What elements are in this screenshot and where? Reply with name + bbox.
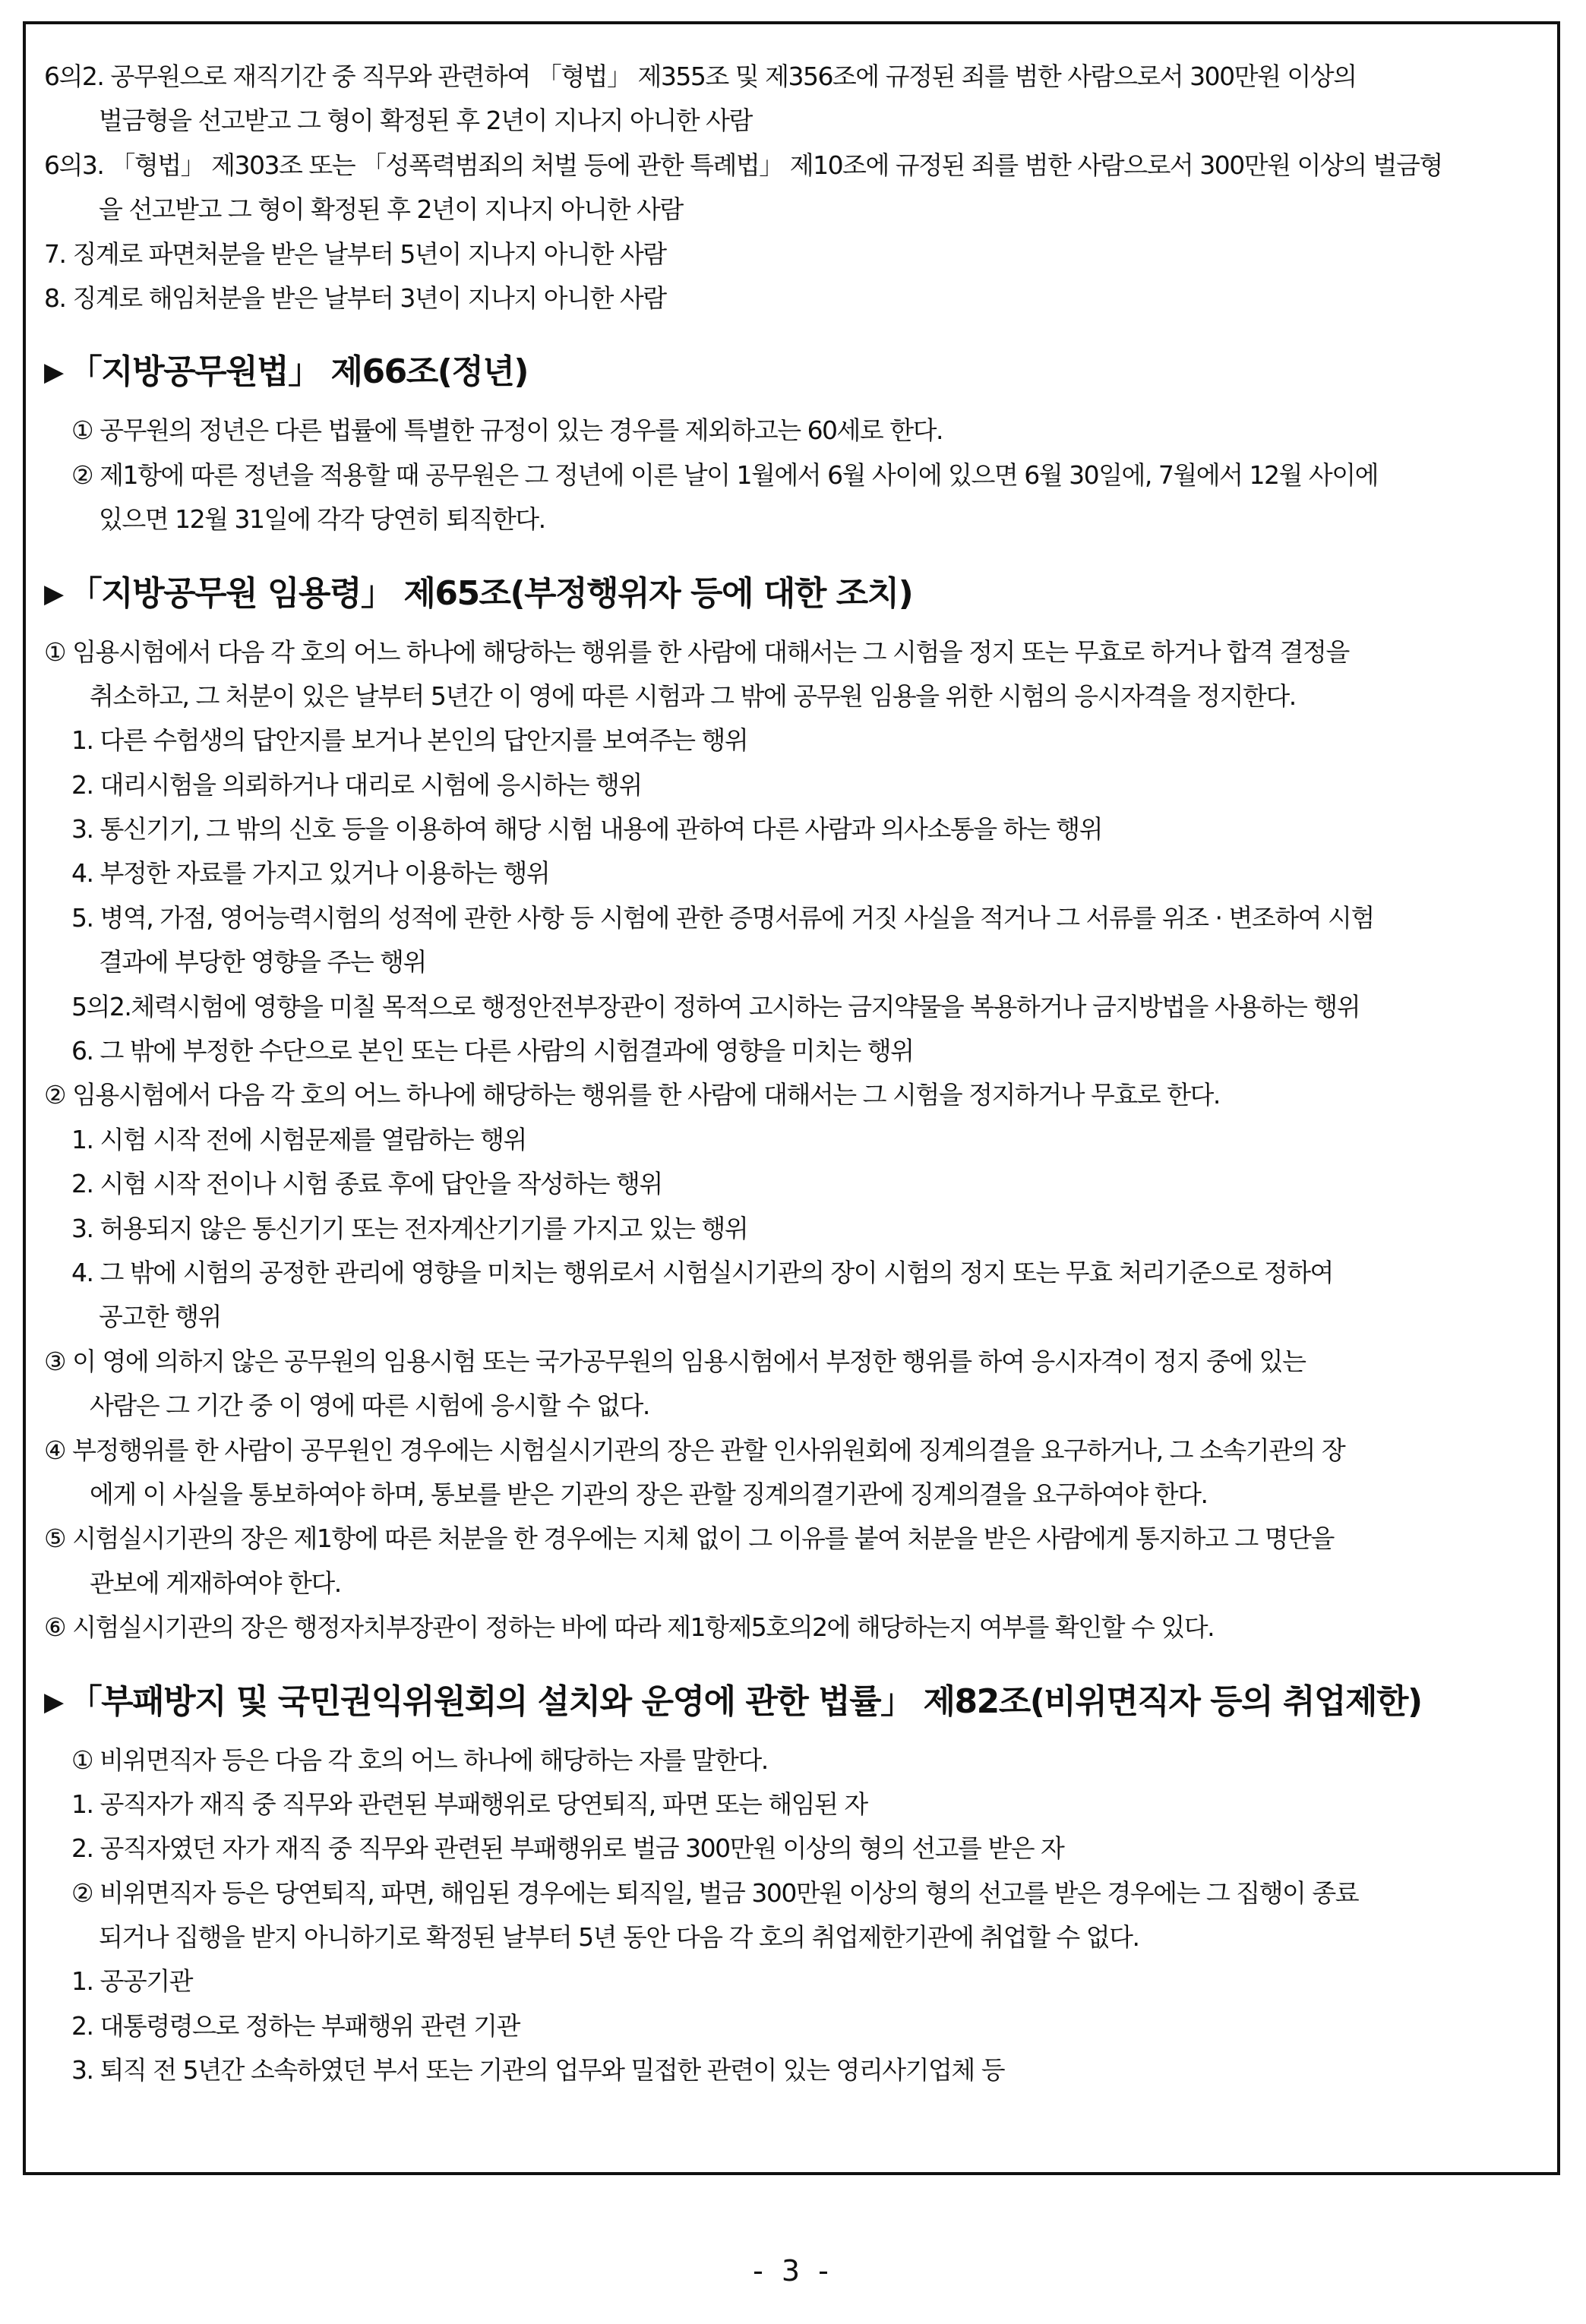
list-item: 4. 그 밖에 시험의 공정한 관리에 영향을 미치는 행위로서 시험실시기관의 장이 시험의 정지 또는 무효 처리기준으로 정하여 xyxy=(71,1257,1333,1287)
triangle-bullet-icon: ▶ xyxy=(44,578,63,609)
document-body xyxy=(44,55,1548,2093)
clause-8: 8. 징계로 해임처분을 받은 날부터 3년이 지나지 아니한 사람 xyxy=(44,283,666,313)
paragraph-1-cont: 취소하고, 그 처분이 있은 날부터 5년간 이 영에 따른 시험과 그 밖에 공무원 임용을 위한 시험의 응시자격을 정지한다. xyxy=(90,680,1296,711)
list-item: 1. 시험 시작 전에 시험문제를 열람하는 행위 xyxy=(71,1124,526,1154)
paragraph-5-cont: 관보에 게재하여야 한다. xyxy=(90,1568,341,1598)
list-item: 6. 그 밖에 부정한 수단으로 본인 또는 다른 사람의 시험결과에 영향을 미치는 행위 xyxy=(71,1036,914,1066)
paragraph-2-cont: 되거나 집행을 받지 아니하기로 확정된 날부터 5년 동안 다음 각 호의 취업제한기관에 취업할 수 없다. xyxy=(99,1922,1139,1953)
section-continued-list xyxy=(44,55,1548,320)
section-retirement-age xyxy=(44,336,1548,542)
paragraph-2-cont: 있으면 12월 31일에 각각 당연히 퇴직한다. xyxy=(99,504,545,535)
paragraph-4: ④ 부정행위를 한 사람이 공무원인 경우에는 시험실시기관의 장은 관할 인사위원회에 징계의결을 요구하거나, 그 소속기관의 장 xyxy=(44,1435,1345,1465)
section-title: 「지방공무원 임용령」 제65조(부정행위자 등에 대한 조치) xyxy=(68,573,913,613)
list-item: 2. 대리시험을 의뢰하거나 대리로 시험에 응시하는 행위 xyxy=(71,769,642,800)
triangle-bullet-icon: ▶ xyxy=(44,357,63,388)
list-item: 4. 부정한 자료를 가지고 있거나 이용하는 행위 xyxy=(71,858,550,889)
list-item: 1. 다른 수험생의 답안지를 보거나 본인의 답안지를 보여주는 행위 xyxy=(71,725,748,756)
list-item: 3. 허용되지 않은 통신기기 또는 전자계산기기를 가지고 있는 행위 xyxy=(71,1213,748,1243)
paragraph-2: ② 비위면직자 등은 당연퇴직, 파면, 해임된 경우에는 퇴직일, 벌금 300만원 이상의 형의 선고를 받은 경우에는 그 집행이 종료 xyxy=(71,1877,1359,1908)
section-misconduct-measures xyxy=(44,557,1548,1650)
list-item: 2. 대통령령으로 정하는 부패행위 관련 기관 xyxy=(71,2010,520,2041)
section-employment-restriction xyxy=(44,1666,1548,2093)
paragraph-1: ① 공무원의 정년은 다른 법률에 특별한 규정이 있는 경우를 제외하고는 60세로 한다. xyxy=(71,415,943,446)
paragraph-3-cont: 사람은 그 기간 중 이 영에 따른 시험에 응시할 수 없다. xyxy=(90,1391,649,1421)
list-item: 1. 공직자가 재직 중 직무와 관련된 부패행위로 당연퇴직, 파면 또는 해임된 자 xyxy=(71,1789,867,1819)
list-item: 3. 통신기기, 그 밖의 신호 등을 이용하여 해당 시험 내용에 관하여 다른 사람과 의사소통을 하는 행위 xyxy=(71,814,1103,845)
list-item-cont: 결과에 부당한 영향을 주는 행위 xyxy=(99,947,426,977)
paragraph-4-cont: 에게 이 사실을 통보하여야 하며, 통보를 받은 기관의 장은 관할 징계의결기관에 징계의결을 요구하여야 한다. xyxy=(90,1479,1208,1509)
list-item-cont: 공고한 행위 xyxy=(99,1302,221,1332)
section-heading xyxy=(44,557,1548,630)
paragraph-3: ③ 이 영에 의하지 않은 공무원의 임용시험 또는 국가공무원의 임용시험에서 부정한 행위를 하여 응시자격이 정지 중에 있는 xyxy=(44,1346,1306,1376)
list-item: 5. 병역, 가점, 영어능력시험의 성적에 관한 사항 등 시험에 관한 증명서류에 거짓 사실을 적거나 그 서류를 위조 · 변조하여 시험 xyxy=(71,902,1374,933)
paragraph-1: ① 비위면직자 등은 다음 각 호의 어느 하나에 해당하는 자를 말한다. xyxy=(71,1745,768,1775)
clause-6-3-cont: 을 선고받고 그 형이 확정된 후 2년이 지나지 아니한 사람 xyxy=(99,194,683,225)
section-heading xyxy=(44,336,1548,409)
paragraph-2: ② 제1항에 따른 정년을 적용할 때 공무원은 그 정년에 이른 날이 1월에서 6월 사이에 있으면 6월 30일에, 7월에서 12월 사이에 xyxy=(71,459,1378,490)
list-item: 1. 공공기관 xyxy=(71,1966,192,1997)
section-heading xyxy=(44,1666,1548,1738)
clause-6-2: 6의2. 공무원으로 재직기간 중 직무와 관련하여 「형법」 제355조 및 제356조에 규정된 죄를 범한 사람으로서 300만원 이상의 xyxy=(44,62,1357,91)
triangle-bullet-icon: ▶ xyxy=(44,1686,63,1717)
page-number: - 3 - xyxy=(753,2254,833,2288)
paragraph-5: ⑤ 시험실시기관의 장은 제1항에 따른 처분을 한 경우에는 지체 없이 그 이유를 붙여 처분을 받은 사람에게 통지하고 그 명단을 xyxy=(44,1524,1334,1554)
list-item: 2. 시험 시작 전이나 시험 종료 후에 답안을 작성하는 행위 xyxy=(71,1169,662,1199)
paragraph-2: ② 임용시험에서 다음 각 호의 어느 하나에 해당하는 행위를 한 사람에 대해서는 그 시험을 정지하거나 무효로 한다. xyxy=(44,1080,1220,1110)
section-title: 「부패방지 및 국민권익위원회의 설치와 운영에 관한 법률」 제82조(비위면직자 등의 취업제한) xyxy=(68,1681,1422,1721)
list-item: 3. 퇴직 전 5년간 소속하였던 부서 또는 기관의 업무와 밀접한 관련이 있는 영리사기업체 등 xyxy=(71,2055,1005,2086)
list-item: 2. 공직자였던 자가 재직 중 직무와 관련된 부패행위로 벌금 300만원 이상의 형의 선고를 받은 자 xyxy=(71,1833,1064,1864)
section-title: 「지방공무원법」 제66조(정년) xyxy=(68,352,528,392)
list-item: 5의2.체력시험에 영향을 미칠 목적으로 행정안전부장관이 정하여 고시하는 금지약물을 복용하거나 금지방법을 사용하는 행위 xyxy=(71,991,1360,1021)
paragraph-1: ① 임용시험에서 다음 각 호의 어느 하나에 해당하는 행위를 한 사람에 대해서는 그 시험을 정지 또는 무효로 하거나 합격 결정을 xyxy=(44,636,1349,667)
clause-7: 7. 징계로 파면처분을 받은 날부터 5년이 지나지 아니한 사람 xyxy=(44,238,666,269)
paragraph-6: ⑥ 시험실시기관의 장은 행정자치부장관이 정하는 바에 따라 제1항제5호의2에 해당하는지 여부를 확인할 수 있다. xyxy=(44,1612,1215,1643)
clause-6-2-cont: 벌금형을 선고받고 그 형이 확정된 후 2년이 지나지 아니한 사람 xyxy=(99,106,752,136)
clause-6-3: 6의3. 「형법」 제303조 또는 「성폭력범죄의 처벌 등에 관한 특례법」 제10조에 규정된 죄를 범한 사람으로서 300만원 이상의 벌금형 xyxy=(44,150,1442,180)
